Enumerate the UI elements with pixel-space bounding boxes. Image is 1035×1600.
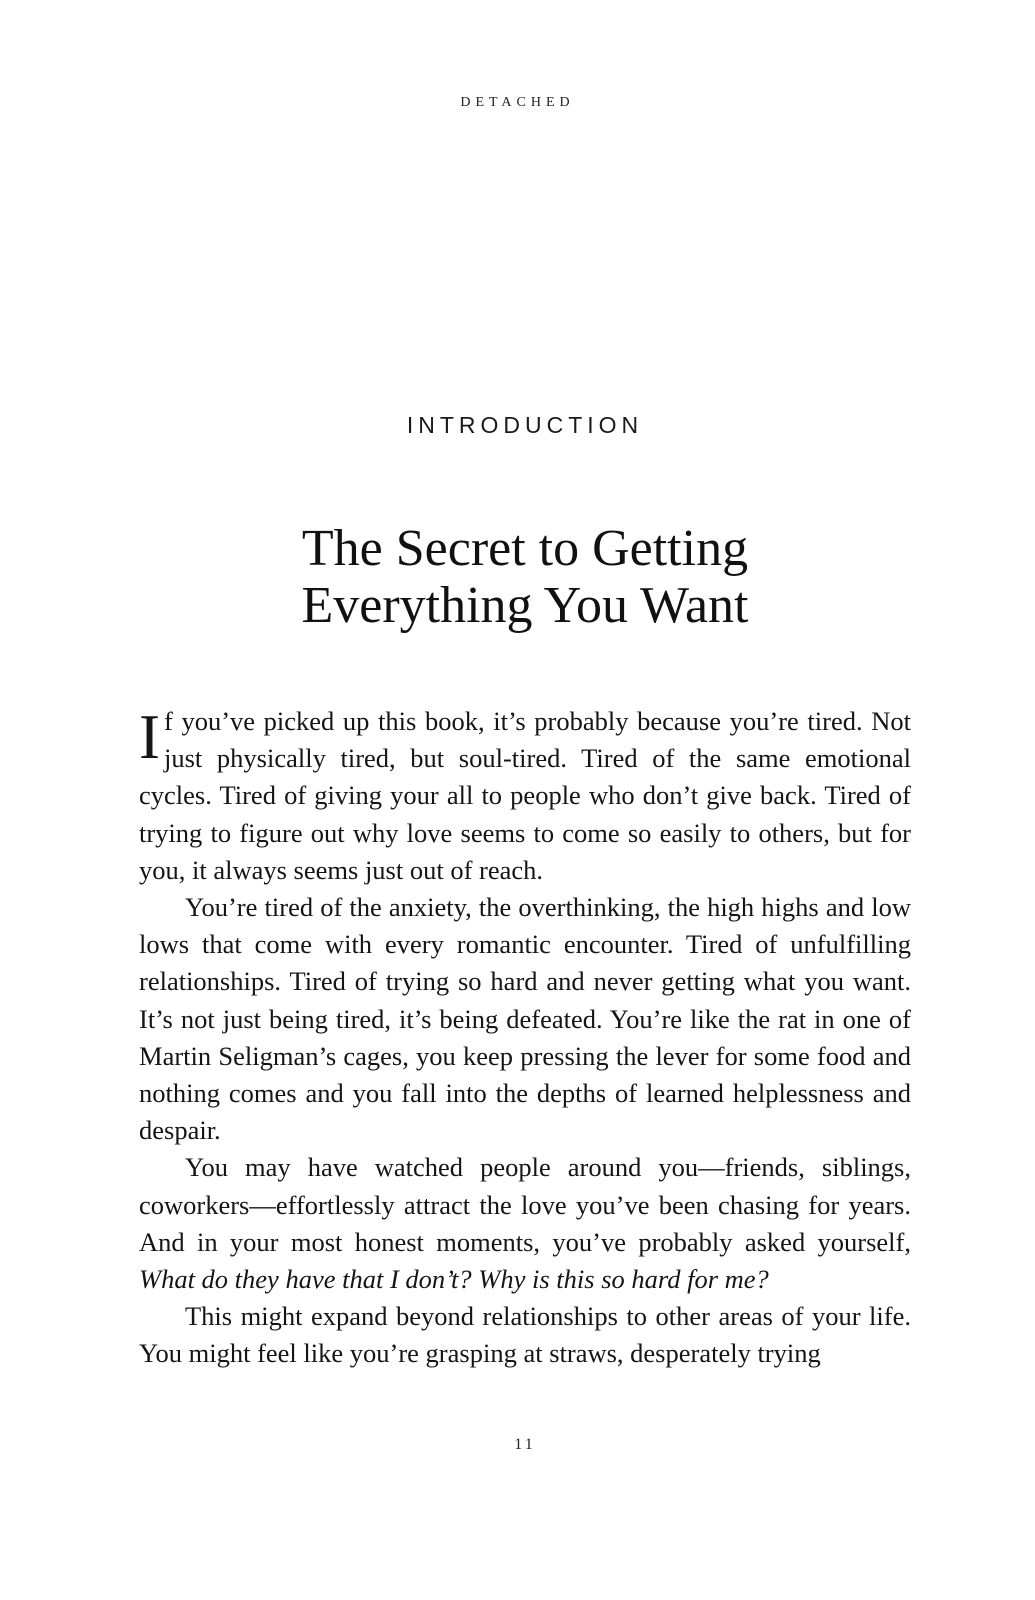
paragraph-2-text: You’re tired of the anxiety, the overthinking, the high highs and low lows that come with every romantic encounter. Tired of unfulfilling relationships. Tired of trying so hard and never getting what you want. It’s not just being tired, it’s being defeated. You’re like the rat in one of Martin Seligman’s cages, you keep pressing the lever for some food and nothing comes and you fall into the depths of learned helplessness and despair.	[139, 892, 911, 1146]
paragraph-3	[139, 1149, 911, 1298]
chapter-title-line-2: Everything You Want	[301, 577, 749, 634]
chapter-title	[0, 520, 1035, 634]
paragraph-4-text: This might expand beyond relationships to other areas of your life. You might feel like you’re grasping at straws, desperately trying	[139, 1301, 911, 1369]
paragraph-3-text: You may have watched people around you—friends, siblings, coworkers—effortlessly attract the love you’ve been chasing for years. And in your most honest moments, you’ve probably asked yourself,	[139, 1152, 911, 1257]
paragraph-2	[139, 889, 911, 1149]
paragraph-1-text: f you’ve picked up this book, it’s probably because you’re tired. Not just physically tired, but soul-tired. Tired of the same emotional cycles. Tired of giving your all to people who don’t give back. Tired of trying to figure out why love seems to come so easily to others, but for you, it always seems just out of reach.	[139, 706, 911, 885]
running-header: DETACHED	[460, 95, 575, 110]
chapter-title-line-1: The Secret to Getting	[301, 520, 749, 577]
paragraph-3-italic: What do they have that I don’t? Why is this so hard for me?	[139, 1264, 769, 1295]
paragraph-4	[139, 1298, 911, 1372]
paragraph-1	[139, 703, 911, 889]
drop-cap: I	[139, 702, 160, 772]
body-text	[139, 703, 911, 1373]
page-number: 11	[514, 1436, 536, 1453]
chapter-label: INTRODUCTION	[406, 412, 644, 438]
